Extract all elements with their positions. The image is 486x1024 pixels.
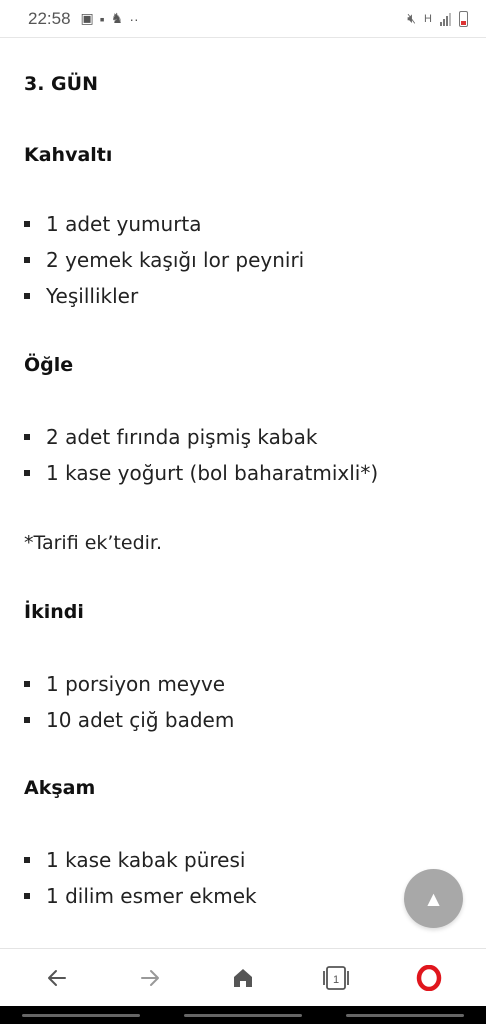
arrow-right-icon xyxy=(138,966,162,990)
tabs-icon xyxy=(321,964,351,992)
recipe-note: *Tarifi ek’tedir. xyxy=(24,532,163,554)
bullet-icon xyxy=(24,470,30,476)
day-title: 3. GÜN xyxy=(24,73,98,95)
lunch-list xyxy=(24,419,378,491)
section-title-lunch: Öğle xyxy=(24,354,74,376)
signal-icon xyxy=(440,12,451,26)
tabs-button[interactable] xyxy=(306,954,366,1002)
more-dots-icon: ·· xyxy=(129,10,139,27)
status-icons-left xyxy=(81,10,139,27)
opera-logo-icon xyxy=(416,965,442,991)
article-content xyxy=(0,38,486,948)
battery-icon xyxy=(459,11,468,27)
bullet-icon xyxy=(24,681,30,687)
status-icons-right xyxy=(407,10,468,27)
opera-menu-button[interactable] xyxy=(399,954,459,1002)
system-gesture-bar xyxy=(0,1006,486,1024)
list-item: 1 adet yumurta xyxy=(24,206,304,242)
bullet-icon xyxy=(24,434,30,440)
status-bar xyxy=(0,0,486,38)
list-item: Yeşillikler xyxy=(24,278,304,314)
list-item: 1 porsiyon meyve xyxy=(24,666,234,702)
network-icon: H xyxy=(424,12,432,25)
bullet-icon xyxy=(24,257,30,263)
back-button[interactable] xyxy=(27,954,87,1002)
afternoon-list xyxy=(24,666,234,738)
bullet-icon xyxy=(24,857,30,863)
mute-icon: 🔇︎ xyxy=(407,10,417,26)
list-item: 10 adet çiğ badem xyxy=(24,702,234,738)
section-title-breakfast: Kahvaltı xyxy=(24,144,113,166)
bullet-icon xyxy=(24,717,30,723)
person-icon: ♞ xyxy=(110,10,124,26)
home-icon xyxy=(231,966,255,990)
message-icon: ▪ xyxy=(99,10,105,27)
list-item: 2 yemek kaşığı lor peyniri xyxy=(24,242,304,278)
forward-button[interactable] xyxy=(120,954,180,1002)
image-icon: ▣ xyxy=(80,10,94,26)
tabs-count: 1 xyxy=(333,973,340,986)
bullet-icon xyxy=(24,293,30,299)
dinner-list xyxy=(24,842,257,914)
scroll-top-button[interactable] xyxy=(404,869,463,928)
gesture-handle xyxy=(184,1014,302,1017)
bullet-icon xyxy=(24,893,30,899)
section-title-dinner: Akşam xyxy=(24,777,96,799)
list-item: 1 kase kabak püresi xyxy=(24,842,257,878)
arrow-up-icon: ▲ xyxy=(427,889,440,908)
breakfast-list xyxy=(24,206,304,314)
bullet-icon xyxy=(24,221,30,227)
gesture-handle xyxy=(346,1014,464,1017)
arrow-left-icon xyxy=(45,966,69,990)
list-item: 1 kase yoğurt (bol baharatmixli*) xyxy=(24,455,378,491)
section-title-afternoon: İkindi xyxy=(24,601,84,623)
list-item: 2 adet fırında pişmiş kabak xyxy=(24,419,378,455)
list-item: 1 dilim esmer ekmek xyxy=(24,878,257,914)
browser-bottom-nav xyxy=(0,948,486,1006)
gesture-handle xyxy=(22,1014,140,1017)
status-time: 22:58 xyxy=(28,8,71,28)
home-button[interactable] xyxy=(213,954,273,1002)
